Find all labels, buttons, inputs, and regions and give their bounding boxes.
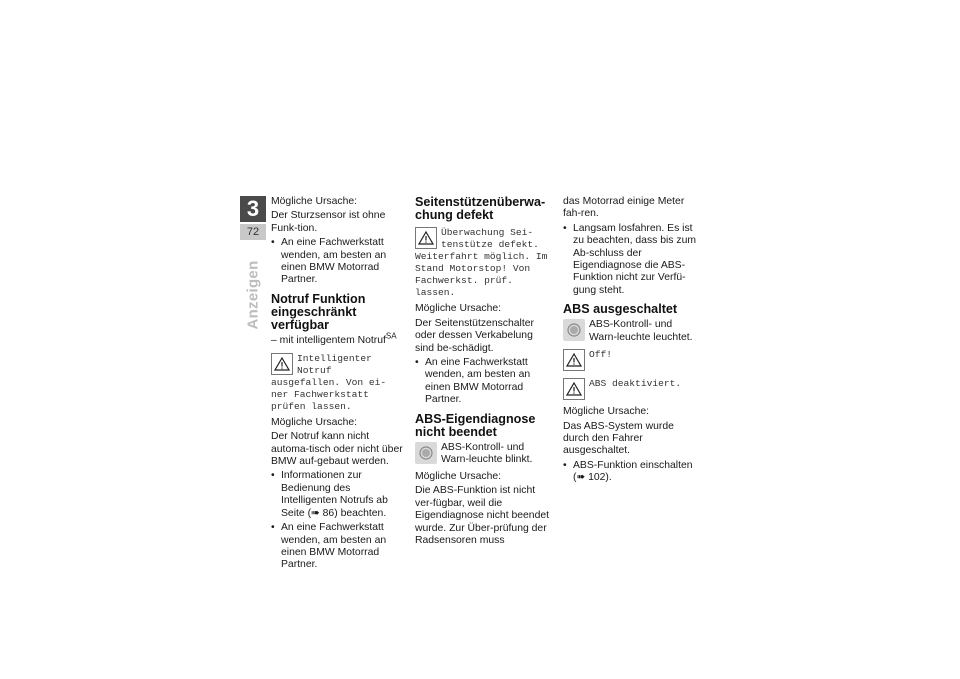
column-1 xyxy=(271,196,403,574)
bullet-item xyxy=(563,460,699,485)
arrow-right-icon: ➠ xyxy=(576,472,586,484)
bullet-item: • Informationen zur Bedienung des Intelligenten Notrufs ab Seite (➠ 86) beachten. xyxy=(271,470,403,520)
warning-triangle-icon xyxy=(563,378,585,400)
heading-side-stand: Seitenstützenüberwa-chung defekt xyxy=(415,195,546,223)
warning-text: Intelligenter Notruf ausgefallen. Von ei-ner Fachwerkstatt prüfen lassen. xyxy=(271,352,387,412)
bullet-text: Informationen zur Bedienung des Intelligenten Notrufs ab Seite xyxy=(281,470,388,519)
warning-message xyxy=(271,353,403,413)
cause-label: Mögliche Ursache: xyxy=(271,416,358,428)
lamp-text: ABS-Kontroll- und Warn-leuchte leuchtet. xyxy=(589,319,693,343)
equipment-note-sup: SA xyxy=(385,331,397,341)
equipment-note xyxy=(271,331,403,347)
cause-text: Das ABS-System wurde durch den Fahrer ausgeschaltet. xyxy=(563,420,674,457)
cause-label: Mögliche Ursache: xyxy=(563,406,650,418)
warning-triangle-icon xyxy=(563,349,585,371)
warning-text: Off! xyxy=(589,349,613,361)
cause-label: Mögliche Ursache: xyxy=(271,196,358,207)
lamp-text: ABS-Kontroll- und Warn-leuchte blinkt. xyxy=(441,442,533,466)
warning-text: ABS deaktiviert. xyxy=(589,378,682,390)
abs-lamp-icon xyxy=(563,319,585,341)
bullet-item: • An eine Fachwerkstatt wenden, am besten an einen BMW Motorrad Partner. xyxy=(415,357,551,407)
arrow-right-icon: ➠ xyxy=(311,507,320,519)
abs-lamp-icon xyxy=(415,442,437,464)
bullet-text-tail: ). xyxy=(605,472,612,484)
cause-text: Der Notruf kann nicht automa-tisch oder nicht über BMW auf-gebaut werden. xyxy=(271,431,403,468)
heading-notruf: Notruf Funktion eingeschränkt verfügbar xyxy=(271,291,366,333)
section-label-text: Anzeigen xyxy=(244,260,262,330)
warning-message xyxy=(563,349,699,373)
heading-abs-off: ABS ausgeschaltet xyxy=(563,302,678,317)
abs-lamp-message xyxy=(563,319,699,344)
warning-triangle-icon xyxy=(271,353,293,375)
warning-message xyxy=(563,378,699,402)
bullet-item: • An eine Fachwerkstatt wenden, am besten an einen BMW Motorrad Partner. xyxy=(271,522,403,572)
section-side-label xyxy=(240,240,266,350)
cause-label: Mögliche Ursache: xyxy=(415,303,502,315)
warning-text: Überwachung Sei-tenstütze defekt. Weiterfahrt möglich. Im Stand Motorstop! Von Fachwerkst. prüf. lassen. xyxy=(415,227,548,299)
bullet-text-tail: beachten. xyxy=(340,507,387,519)
bullet-item: • Langsam losfahren. Es ist zu beachten, dass bis zum Ab-schluss der Eigendiagnose die ABS-Funktion nicht zur Verfü-gung steht. xyxy=(563,223,699,297)
column-3 xyxy=(563,196,699,487)
page-reference[interactable]: 102 xyxy=(588,472,606,484)
column-2 xyxy=(415,196,551,549)
equipment-note-text: – mit intelligentem Notruf xyxy=(271,335,386,347)
heading-abs-diagnosis: ABS-Eigendiagnose nicht beendet xyxy=(415,411,536,439)
warning-message xyxy=(415,227,551,299)
abs-lamp-message xyxy=(415,442,551,467)
bullet-text: ABS-Funktion einschalten ( xyxy=(573,459,693,484)
chapter-number: 3 xyxy=(240,196,266,222)
cause-label: Mögliche Ursache: xyxy=(415,470,502,482)
continued-text: das Motorrad einige Meter fah-ren. xyxy=(563,196,685,220)
cause-text: Die ABS-Funktion ist nicht ver-fügbar, weil die Eigendiagnose nicht beendet wurde. Zur Über-prüfung der Radsensoren muss xyxy=(415,485,550,546)
cause-text: Der Seitenstützenschalter oder dessen Verkabelung sind be-schädigt. xyxy=(415,317,534,354)
page-number: 72 xyxy=(240,224,266,240)
bullet-item: • An eine Fachwerkstatt wenden, am besten an einen BMW Motorrad Partner. xyxy=(271,237,403,287)
page-reference[interactable]: 86 xyxy=(322,507,335,519)
cause-text: Der Sturzsensor ist ohne Funk-tion. xyxy=(271,210,386,234)
warning-triangle-icon xyxy=(415,227,437,249)
